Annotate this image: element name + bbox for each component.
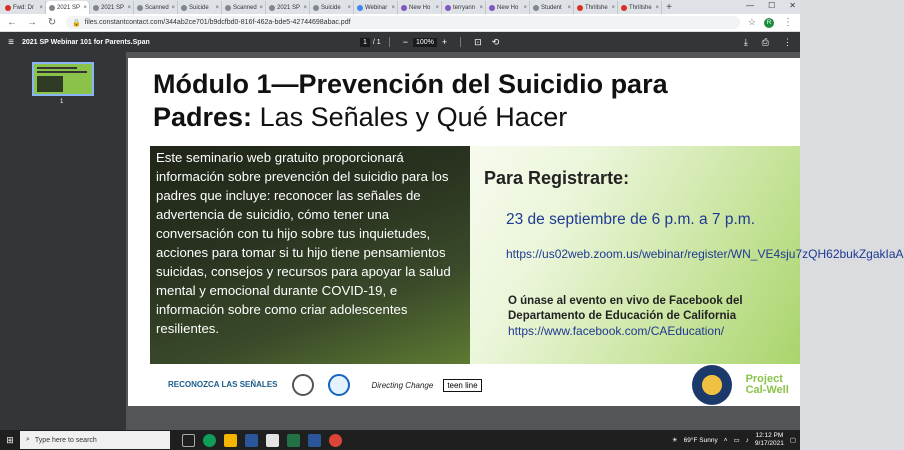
thumbnail-number: 1 <box>60 99 64 105</box>
tab-close-icon[interactable]: × <box>347 4 351 11</box>
tab-close-icon[interactable]: × <box>567 4 571 11</box>
browser-tab[interactable] <box>266 1 310 14</box>
bookmark-star-icon[interactable]: ☆ <box>747 17 756 27</box>
notifications-icon[interactable]: ▢ <box>789 437 796 444</box>
tab-label: Thrillshe <box>585 4 608 11</box>
tab-close-icon[interactable]: × <box>259 4 263 11</box>
back-icon[interactable]: ← <box>7 17 17 28</box>
address-bar[interactable] <box>66 16 740 29</box>
browser-tab[interactable] <box>178 1 222 14</box>
ca-education-seal <box>692 365 732 405</box>
register-heading: Para Registrarte: <box>484 168 630 188</box>
tab-label: New Ho <box>409 4 431 11</box>
tab-favicon-icon <box>621 5 627 11</box>
edge-icon[interactable] <box>203 434 216 447</box>
project-calwell-logo <box>746 374 789 396</box>
title-line-1: Módulo 1—Prevención del Suicidio para <box>153 69 668 99</box>
slide-title <box>153 68 793 134</box>
browser-tab[interactable] <box>574 1 618 14</box>
browser-tab[interactable] <box>310 1 354 14</box>
minimize-icon[interactable]: — <box>746 1 755 10</box>
zoom-in-icon[interactable]: + <box>441 37 448 47</box>
menu-kebab-icon[interactable]: ⋮ <box>783 17 793 28</box>
tab-label: Scanned <box>145 4 169 11</box>
tab-strip <box>0 0 800 14</box>
circle-logo <box>328 374 350 396</box>
excel-icon[interactable] <box>287 434 300 447</box>
browser-tab[interactable] <box>618 1 662 14</box>
store-icon[interactable] <box>266 434 279 447</box>
tab-close-icon[interactable]: × <box>655 4 659 11</box>
tab-favicon-icon <box>181 5 187 11</box>
tab-favicon-icon <box>137 5 143 11</box>
clock-time: 12:12 PM <box>755 432 784 439</box>
page-thumbnail[interactable] <box>32 62 94 96</box>
tab-close-icon[interactable]: × <box>171 4 175 11</box>
facebook-text: O únase al evento en vivo de Facebook del Departamento de Educación de California <box>508 295 743 322</box>
title-bold: Padres: <box>153 102 253 132</box>
lock-icon: 🔒 <box>72 19 81 27</box>
tab-label: Scanned <box>233 4 257 11</box>
tab-favicon-icon <box>489 5 495 11</box>
browser-tab[interactable] <box>222 1 266 14</box>
tab-favicon-icon <box>445 5 451 11</box>
download-icon[interactable]: ⤓ <box>743 36 748 47</box>
fit-page-icon[interactable]: ⊡ <box>474 36 482 47</box>
pdf-page <box>128 58 904 406</box>
windows-taskbar <box>0 430 800 450</box>
teen-line-logo: teen line <box>443 379 481 392</box>
zoom-level-input[interactable]: 100% <box>413 38 437 47</box>
tab-label: 2021 SP <box>277 4 301 11</box>
registration-panel <box>470 146 904 364</box>
toolbar-divider <box>460 37 461 47</box>
browser-tab[interactable] <box>398 1 442 14</box>
browser-toolbar <box>0 14 800 32</box>
mail-icon[interactable] <box>245 434 258 447</box>
network-icon[interactable]: ▭ <box>733 437 740 444</box>
search-placeholder: Type here to search <box>34 436 97 444</box>
tab-label: Suicide <box>189 4 209 11</box>
zoom-out-icon[interactable]: − <box>402 37 408 47</box>
tab-label: 2021 SP <box>57 4 81 11</box>
tab-favicon-icon <box>225 5 231 11</box>
taskbar-apps <box>182 434 342 447</box>
tab-label: Student <box>541 4 562 11</box>
tab-favicon-icon <box>577 5 583 11</box>
zoom-link[interactable]: https://us02web.zoom.us/webinar/register/WN_VE4sju7zQH62bukZgakIaA <box>506 247 904 261</box>
description-panel <box>150 146 470 364</box>
browser-tab[interactable] <box>90 1 134 14</box>
window-controls <box>746 1 796 10</box>
more-options-icon[interactable]: ⋮ <box>783 36 792 47</box>
print-icon[interactable]: ⎙ <box>761 36 769 47</box>
tab-favicon-icon <box>357 5 363 11</box>
tab-close-icon[interactable]: × <box>611 4 615 11</box>
forward-icon[interactable]: → <box>27 17 37 28</box>
pdf-viewer <box>0 52 904 430</box>
windows-start-icon[interactable]: ⊞ <box>6 434 14 445</box>
word-icon[interactable] <box>308 434 321 447</box>
tab-favicon-icon <box>313 5 319 11</box>
chrome-icon[interactable] <box>329 434 342 447</box>
reload-icon[interactable]: ↻ <box>47 17 57 28</box>
new-tab-icon[interactable]: + <box>666 2 672 13</box>
title-line-2 <box>153 101 793 134</box>
file-explorer-icon[interactable] <box>224 434 237 447</box>
browser-tab[interactable] <box>486 1 530 14</box>
maximize-icon[interactable]: ☐ <box>768 1 776 10</box>
rotate-icon[interactable]: ⟲ <box>491 36 500 47</box>
thumb-block <box>37 76 63 92</box>
circle-logo <box>292 374 314 396</box>
tab-label: terryann <box>453 4 476 11</box>
tab-label: Webinar <box>365 4 388 11</box>
tab-close-icon[interactable]: × <box>479 4 483 11</box>
tab-close-icon[interactable]: × <box>215 4 219 11</box>
taskbar-search[interactable] <box>20 431 170 449</box>
browser-tab[interactable] <box>134 1 178 14</box>
tab-close-icon[interactable]: × <box>391 4 395 11</box>
facebook-link[interactable]: https://www.facebook.com/CAEducation/ <box>508 324 725 338</box>
page-number-input[interactable]: 1 <box>360 38 370 47</box>
tab-favicon-icon <box>533 5 539 11</box>
tab-close-icon[interactable]: × <box>39 4 43 11</box>
page-total: / 1 <box>372 38 381 46</box>
url-text: files.constantcontact.com/344ab2ce701/b9dcfbd0-816f-462a-bde5-427446​98abac.pdf <box>84 19 351 26</box>
event-date: 23 de septiembre de 6 p.m. a 7 p.m. <box>506 211 755 228</box>
reconozca-logo: RECONOZCA LAS SEÑALES <box>168 380 278 389</box>
volume-icon[interactable]: ♪ <box>745 436 749 444</box>
pdf-toolbar <box>0 32 800 52</box>
tray-chevron-icon[interactable]: ˄ <box>723 436 728 444</box>
browser-tab[interactable] <box>46 1 90 14</box>
toolbar-divider <box>389 37 390 47</box>
tab-close-icon[interactable]: × <box>303 4 307 11</box>
profile-avatar[interactable]: R <box>764 18 774 28</box>
browser-tab[interactable] <box>442 1 486 14</box>
browser-tab[interactable] <box>530 1 574 14</box>
tab-close-icon[interactable]: × <box>127 4 131 11</box>
tab-label: Thrillshe <box>629 4 652 11</box>
tab-label: Fwd: Dr <box>13 4 34 11</box>
tab-label: Suicide <box>321 4 341 11</box>
tab-label: New Ho <box>497 4 519 11</box>
tab-close-icon[interactable]: × <box>83 4 87 11</box>
weather-icon: ☀ <box>671 437 678 444</box>
tab-label: 2021 SP <box>101 4 125 11</box>
close-window-icon[interactable]: ✕ <box>789 1 796 10</box>
calwell-line-2: Cal-Well <box>745 384 789 396</box>
tab-favicon-icon <box>49 5 55 11</box>
hamburger-menu-icon[interactable]: ≡ <box>8 36 14 48</box>
clock[interactable] <box>755 432 784 448</box>
thumb-line <box>37 67 77 69</box>
thumbnail-sidebar <box>0 52 126 430</box>
tab-close-icon[interactable]: × <box>435 4 439 11</box>
tab-favicon-icon <box>269 5 275 11</box>
tab-close-icon[interactable]: × <box>523 4 527 11</box>
browser-tab[interactable] <box>2 1 46 14</box>
sponsor-logos <box>150 364 800 406</box>
search-icon: ⌕ <box>26 436 30 443</box>
calwell-line-1: Project <box>745 373 783 385</box>
title-rest: Las Señales y Qué Hacer <box>252 102 568 132</box>
pdf-title: 2021 SP Webinar 101 for Parents.Span <box>22 38 150 46</box>
browser-tab[interactable] <box>354 1 398 14</box>
system-tray <box>672 430 796 450</box>
tab-favicon-icon <box>5 5 11 11</box>
directing-change-logo: Directing Change <box>371 380 434 390</box>
clock-date: 9/17/2021 <box>754 440 784 447</box>
task-view-icon[interactable] <box>182 434 195 447</box>
description-text: Este seminario web gratuito proporcionará información sobre prevención del suicidio para los padres que incluye: reconocer las señales de advertencia de suicidio, cómo tener una conversación con tu hijo sobre tus inquietudes, acciones para tomar si tu hijo tiene pensamientos suicidas, consejos y recursos para apoyar la salud mental y emocional durante COVID-19, e información sobre como criar adolescentes resilientes. <box>156 150 451 336</box>
tab-favicon-icon <box>401 5 407 11</box>
tab-favicon-icon <box>93 5 99 11</box>
thumb-line <box>37 71 87 73</box>
page-indicator <box>360 38 381 47</box>
weather-text: 69°F Sunny <box>683 436 718 444</box>
